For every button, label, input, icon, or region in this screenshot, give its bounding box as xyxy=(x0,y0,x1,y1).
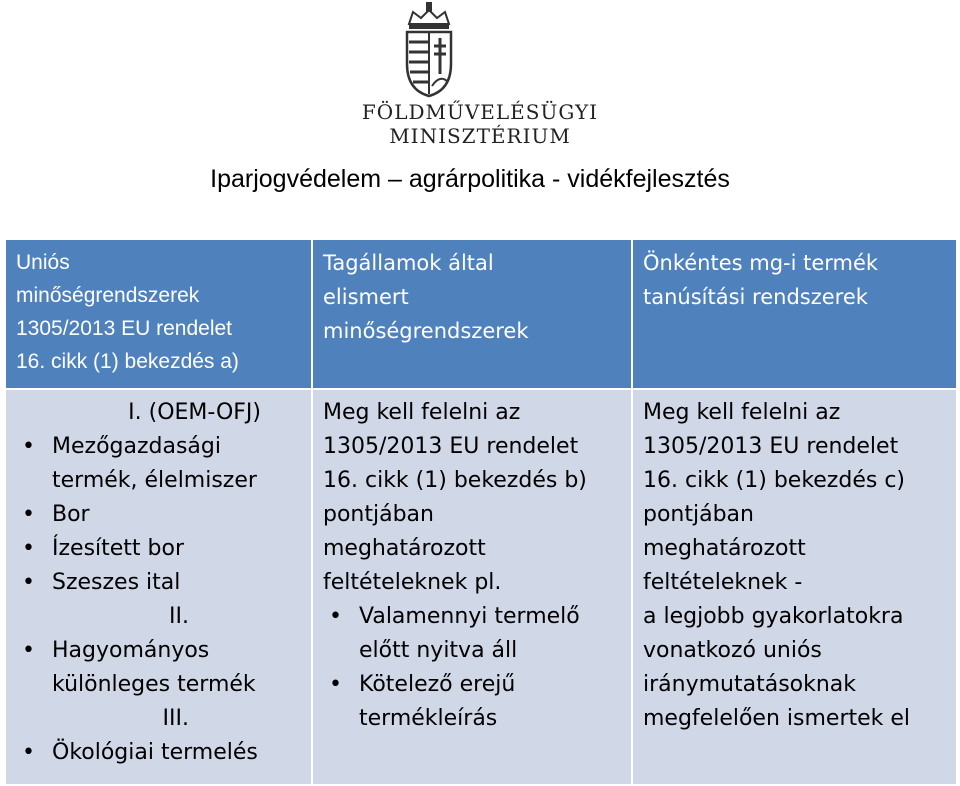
list-item: • Mezőgazdasági termék, élelmiszer xyxy=(16,430,301,498)
table-body-row xyxy=(5,389,957,785)
body-cell-eu-quality xyxy=(5,389,312,785)
list-item: • Valamennyi termelő előtt nyitva áll xyxy=(323,600,621,668)
list-item: • Szeszes ital xyxy=(16,566,301,600)
slide-title: Iparjogvédelem – agrárpolitika - vidékfejlesztés xyxy=(210,165,730,193)
ministry-logo xyxy=(0,0,960,160)
bullet-list-3 xyxy=(16,736,301,770)
quality-systems-table xyxy=(4,238,958,786)
body-line: vonatkozó uniós xyxy=(643,638,822,663)
body-line: feltételeknek pl. xyxy=(323,570,502,595)
header-line: 16. cikk (1) bekezdés a) xyxy=(16,350,239,373)
list-item: • Hagyományos különleges termék xyxy=(16,634,301,702)
list-item: • Ökológiai termelés xyxy=(16,736,301,770)
bullet-list-criteria xyxy=(323,600,621,736)
body-line: meghatározott xyxy=(643,536,806,561)
ministry-name-line1: FÖLDMŰVELÉSÜGYI xyxy=(361,100,599,124)
header-line: elismert xyxy=(323,285,409,309)
header-line: tanúsítási rendszerek xyxy=(643,285,868,309)
body-line: Meg kell felelni az xyxy=(643,400,841,425)
header-cell-voluntary xyxy=(632,239,957,389)
body-line: pontjában xyxy=(643,502,754,527)
body-line: a legjobb gyakorlatokra xyxy=(643,604,904,629)
body-line: 1305/2013 EU rendelet xyxy=(323,434,579,459)
body-line: meghatározott xyxy=(323,536,486,561)
body-line: iránymutatásoknak xyxy=(643,672,857,697)
header-line: minőségrendszerek xyxy=(16,284,200,307)
body-line: megfelelően ismertek el xyxy=(643,706,911,731)
roman-heading-2: II. xyxy=(169,604,189,629)
header-line: 1305/2013 EU rendelet xyxy=(16,317,232,340)
body-line: Meg kell felelni az xyxy=(323,400,521,425)
ministry-name-line2: MINISZTÉRIUM xyxy=(389,124,571,148)
header-cell-eu-quality xyxy=(5,239,312,389)
list-item: • Ízesített bor xyxy=(16,532,301,566)
header-cell-member-state xyxy=(312,239,632,389)
list-item: • Bor xyxy=(16,498,301,532)
header-line: Önkéntes mg-i termék xyxy=(643,251,879,275)
body-line: feltételeknek - xyxy=(643,570,803,595)
header-line: Uniós xyxy=(16,251,70,274)
bullet-list-1 xyxy=(16,430,301,600)
roman-heading-1: I. (OEM-OFJ) xyxy=(128,400,261,425)
body-cell-voluntary xyxy=(632,389,957,785)
body-line: 16. cikk (1) bekezdés c) xyxy=(643,468,905,493)
body-line: pontjában xyxy=(323,502,434,527)
body-cell-member-state xyxy=(312,389,632,785)
list-item: • Kötelező erejű termékleírás xyxy=(323,668,621,736)
bullet-list-2 xyxy=(16,634,301,702)
table-header-row xyxy=(5,239,957,389)
header-line: minőségrendszerek xyxy=(323,319,529,343)
body-line: 1305/2013 EU rendelet xyxy=(643,434,899,459)
header-line: Tagállamok által xyxy=(323,251,494,275)
hungarian-coat-of-arms-icon xyxy=(401,2,457,98)
roman-heading-3: III. xyxy=(162,706,189,731)
body-line: 16. cikk (1) bekezdés b) xyxy=(323,468,587,493)
